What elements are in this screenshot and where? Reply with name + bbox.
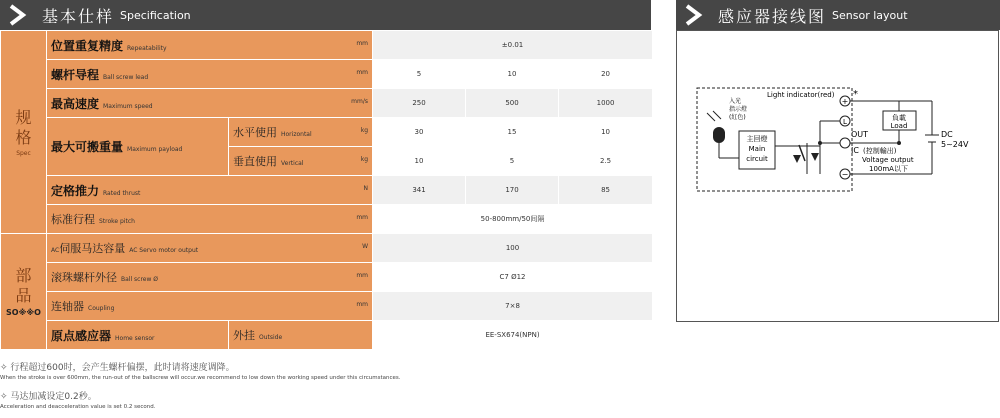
label-payload: 最大可搬重量 Maximum payload (47, 118, 229, 176)
note-2-cn: ✧ 马达加减设定0.2秒。 (0, 392, 97, 402)
sensor-title-en: Sensor layout (832, 8, 908, 22)
dc-label: DC (941, 130, 953, 139)
group-parts-cn: 部 品 (15, 266, 32, 305)
ic-cn: (控制輸出) (863, 147, 897, 155)
row-payload-horizontal (1, 118, 653, 147)
notes (0, 360, 660, 418)
light-indicator-label: Light indicator(red) (767, 91, 835, 99)
row-lead (1, 60, 653, 89)
led-icon (713, 127, 725, 143)
label-repeatability: 位置重复精度 Repeatability mm (47, 31, 373, 60)
cell-value: 170 (466, 176, 559, 205)
load-cn: 負載 (892, 114, 906, 122)
cell-value: 30 (373, 118, 466, 147)
group-parts-mark: SO※※O (6, 308, 41, 317)
row-repeatability (1, 31, 653, 60)
note-1-cn: ✧ 行程超过600时，会产生螺杆偏摆，此时请将速度调降。 (0, 363, 235, 373)
terminal-minus-label: − (841, 170, 849, 179)
row-coupling (1, 292, 653, 321)
cell-value: 10 (466, 60, 559, 89)
wiring-svg (677, 31, 998, 321)
sensor-header (676, 0, 1000, 30)
label-stroke: 标准行程 Stroke pitch mm (47, 205, 373, 234)
label-motor: AC伺服马达容量 AC Servo motor output W (47, 234, 373, 263)
label-screw: 滚珠螺杆外径 Ball screw Ø mm (47, 263, 373, 292)
light-cn-1: 入光 (729, 98, 742, 105)
label-vertical: 垂直使用 Vertical kg (229, 147, 373, 176)
value-stroke: 50-800mm/50间隔 (373, 205, 653, 234)
note-1-en: When the stroke is over 600mm, the run-out of the ballscrew will occur.we recommend to low down the working speed under this circumstances. (0, 375, 401, 381)
value-screw: C7 Ø12 (373, 263, 653, 292)
sensor-wiring-diagram (676, 30, 999, 322)
terminal-l-label: L (843, 118, 847, 126)
label-coupling: 连轴器 Coupling mm (47, 292, 373, 321)
group-spec-cn: 规 格 (15, 107, 32, 147)
current-limit: 100mA以下 (869, 165, 908, 173)
main-circuit-en-1: Main (748, 145, 766, 153)
main-circuit-en-2: circuit (746, 155, 768, 163)
star-mark: * (853, 89, 858, 100)
cell-value: 500 (466, 89, 559, 118)
value-repeatability: ±0.01 (373, 31, 653, 60)
spec-title-cn: 基本仕样 (42, 6, 115, 26)
cell-value: 20 (559, 60, 653, 89)
spec-header (0, 0, 651, 30)
chevron-right-icon (684, 4, 704, 26)
light-cn-2: 指示燈 (729, 106, 748, 113)
out-label: OUT (851, 130, 869, 139)
row-sensor (1, 321, 653, 350)
cell-value: 15 (466, 118, 559, 147)
label-sensor-outside: 外挂 Outside (229, 321, 373, 350)
light-cn-3: (紅色) (729, 114, 746, 121)
label-speed: 最高速度 Maximum speed mm/s (47, 89, 373, 118)
cell-value: 85 (559, 176, 653, 205)
terminal-plus-label: + (841, 97, 849, 106)
voltage-output: Voltage output (862, 156, 914, 164)
cell-value: 341 (373, 176, 466, 205)
spec-table (0, 30, 653, 350)
dc-range: 5~24V (941, 140, 969, 149)
terminal-out (840, 138, 850, 148)
cell-value: 5 (373, 60, 466, 89)
label-horizontal: 水平使用 Horizontal kg (229, 118, 373, 147)
row-speed (1, 89, 653, 118)
group-spec-en: Spec (16, 149, 31, 157)
cell-value: 5 (466, 147, 559, 176)
sensor-title-cn: 感应器接线图 (718, 6, 827, 26)
group-parts (1, 234, 47, 350)
ic-label: IC (851, 146, 859, 155)
group-spec (1, 31, 47, 234)
cell-value: 2.5 (559, 147, 653, 176)
main-circuit-cn: 主回燈 (746, 135, 768, 143)
label-sensor: 原点感应器 Home sensor (47, 321, 229, 350)
row-screw (1, 263, 653, 292)
load-en: Load (890, 122, 908, 130)
cell-value: 10 (373, 147, 466, 176)
row-thrust (1, 176, 653, 205)
label-thrust: 定格推力 Rated thrust N (47, 176, 373, 205)
row-motor (1, 234, 653, 263)
cell-value: 1000 (559, 89, 653, 118)
note-2-en: Acceleration and deacceleration value is set 0.2 second. (0, 404, 156, 410)
label-lead: 螺杆导程 Ball screw lead mm (47, 60, 373, 89)
value-motor: 100 (373, 234, 653, 263)
cell-value: 10 (559, 118, 653, 147)
chevron-right-icon (8, 4, 28, 26)
value-coupling: 7×8 (373, 292, 653, 321)
cell-value: 250 (373, 89, 466, 118)
row-stroke (1, 205, 653, 234)
spec-title-en: Specification (120, 8, 191, 22)
value-sensor: EE-SX674(NPN) (373, 321, 653, 350)
